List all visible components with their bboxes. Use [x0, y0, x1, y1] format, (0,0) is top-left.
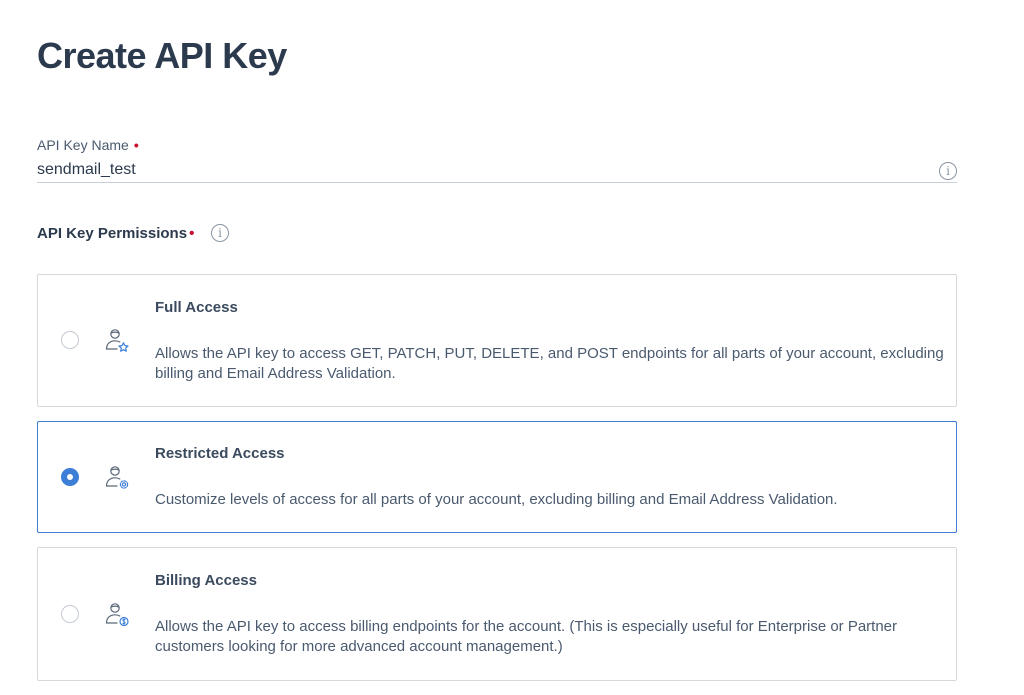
billing-access-radio[interactable] [61, 605, 79, 623]
required-marker: • [133, 137, 139, 153]
api-key-permissions-label-text: API Key Permissions [37, 225, 188, 242]
permission-option-restricted-access[interactable] [37, 421, 957, 533]
billing-access-description: Allows the API key to access billing endpoints for the account. (This is especially useful for Enterprise or Partner customers looking for more advanced account management.) [155, 618, 898, 655]
api-key-permissions-label [37, 225, 194, 242]
full-access-radio[interactable] [61, 331, 79, 349]
page-title: Create API Key [37, 35, 287, 76]
user-dollar-icon [103, 601, 131, 629]
permission-option-billing-access[interactable] [37, 547, 957, 681]
info-icon[interactable]: i [939, 162, 957, 180]
api-key-name-input[interactable] [37, 158, 957, 183]
user-gear-icon [103, 464, 131, 492]
restricted-access-description: Customize levels of access for all parts of your account, excluding billing and Email Address Validation. [155, 491, 838, 508]
api-key-name-label-text: API Key Name [37, 137, 129, 153]
restricted-access-title: Restricted Access [155, 445, 285, 462]
user-star-icon [103, 327, 131, 355]
info-icon[interactable]: i [211, 224, 229, 242]
billing-access-title: Billing Access [155, 572, 257, 589]
api-key-name-label [37, 137, 139, 154]
full-access-title: Full Access [155, 299, 238, 316]
full-access-description: Allows the API key to access GET, PATCH, PUT, DELETE, and POST endpoints for all parts of your account, excluding billing and Email Address Validation. [155, 345, 944, 382]
restricted-access-radio[interactable] [61, 468, 79, 486]
permission-option-full-access[interactable] [37, 274, 957, 407]
required-marker: • [189, 225, 195, 242]
